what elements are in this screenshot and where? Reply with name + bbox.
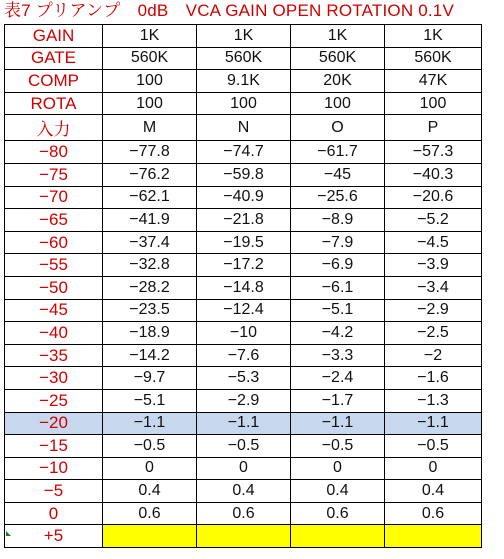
table-title: 表7 プリアンプ 0dB VCA GAIN OPEN ROTATION 0.1V: [4, 1, 454, 20]
data-cell[interactable]: −10: [197, 322, 291, 345]
data-cell[interactable]: −57.3: [385, 141, 482, 164]
data-cell[interactable]: −61.7: [291, 141, 385, 164]
data-cell[interactable]: −21.8: [197, 209, 291, 232]
data-cell[interactable]: 0.4: [103, 480, 197, 503]
data-cell[interactable]: −5.3: [197, 367, 291, 390]
data-cell[interactable]: 0.4: [197, 480, 291, 503]
data-cell[interactable]: −5.1: [291, 299, 385, 322]
data-cell[interactable]: 100: [103, 92, 197, 115]
data-cell[interactable]: P: [385, 115, 482, 141]
row-label-cell[interactable]: −75: [5, 163, 103, 186]
data-cell[interactable]: [385, 525, 482, 548]
row-label-cell[interactable]: −20: [5, 412, 103, 435]
row-label-cell[interactable]: −80: [5, 141, 103, 164]
data-cell[interactable]: 0: [103, 457, 197, 480]
data-cell[interactable]: −1.1: [197, 412, 291, 435]
table-row: [5, 70, 482, 93]
data-cell[interactable]: −1.3: [385, 389, 482, 412]
data-cell[interactable]: −3.3: [291, 344, 385, 367]
data-cell[interactable]: 20K: [291, 70, 385, 93]
data-cell[interactable]: 0: [385, 457, 482, 480]
data-cell[interactable]: −74.7: [197, 141, 291, 164]
data-cell[interactable]: −1.7: [291, 389, 385, 412]
table-row: [5, 231, 482, 254]
table-row: [5, 525, 482, 548]
table-row: [5, 412, 482, 435]
data-cell[interactable]: 560K: [197, 47, 291, 70]
data-cell[interactable]: −77.8: [103, 141, 197, 164]
data-cell[interactable]: −2.9: [197, 389, 291, 412]
data-cell[interactable]: −1.1: [385, 412, 482, 435]
data-cell[interactable]: −25.6: [291, 186, 385, 209]
data-cell[interactable]: 100: [197, 92, 291, 115]
row-label-cell[interactable]: −55: [5, 254, 103, 277]
row-label-cell[interactable]: −10: [5, 457, 103, 480]
data-cell[interactable]: O: [291, 115, 385, 141]
table-row: [5, 344, 482, 367]
data-cell[interactable]: −14.8: [197, 276, 291, 299]
row-label-cell[interactable]: −70: [5, 186, 103, 209]
data-cell[interactable]: −17.2: [197, 254, 291, 277]
data-cell[interactable]: −41.9: [103, 209, 197, 232]
table-row: [5, 25, 482, 48]
row-label-cell[interactable]: COMP: [5, 70, 103, 93]
table-row: [5, 435, 482, 458]
row-label-cell[interactable]: −35: [5, 344, 103, 367]
data-cell[interactable]: −76.2: [103, 163, 197, 186]
data-cell[interactable]: −2.4: [291, 367, 385, 390]
data-cell[interactable]: 560K: [103, 47, 197, 70]
row-label-cell[interactable]: GATE: [5, 47, 103, 70]
table-row: [5, 502, 482, 525]
data-cell[interactable]: 1K: [291, 25, 385, 48]
row-label-cell[interactable]: +5: [5, 525, 103, 548]
data-cell[interactable]: −0.5: [385, 435, 482, 458]
data-cell[interactable]: 1K: [197, 25, 291, 48]
data-cell[interactable]: −59.8: [197, 163, 291, 186]
table-row: [5, 367, 482, 390]
table-row: [5, 457, 482, 480]
data-cell[interactable]: −6.9: [291, 254, 385, 277]
data-cell[interactable]: 0: [291, 457, 385, 480]
data-cell[interactable]: −2: [385, 344, 482, 367]
data-cell[interactable]: −7.9: [291, 231, 385, 254]
data-cell[interactable]: −32.8: [103, 254, 197, 277]
data-cell[interactable]: −18.9: [103, 322, 197, 345]
table-row: [5, 115, 482, 141]
data-table: [4, 24, 482, 548]
data-cell[interactable]: −37.4: [103, 231, 197, 254]
data-cell[interactable]: 0.6: [197, 502, 291, 525]
data-cell[interactable]: −28.2: [103, 276, 197, 299]
table-row: [5, 299, 482, 322]
data-cell[interactable]: −40.9: [197, 186, 291, 209]
data-cell[interactable]: 100: [291, 92, 385, 115]
data-cell[interactable]: −23.5: [103, 299, 197, 322]
cell-error-indicator-icon: [6, 531, 11, 536]
data-cell[interactable]: 1K: [385, 25, 482, 48]
data-cell[interactable]: [197, 525, 291, 548]
row-label-cell[interactable]: −50: [5, 276, 103, 299]
data-cell[interactable]: 9.1K: [197, 70, 291, 93]
data-cell[interactable]: −7.6: [197, 344, 291, 367]
table-row: [5, 389, 482, 412]
table-row: [5, 276, 482, 299]
data-cell[interactable]: 0.4: [385, 480, 482, 503]
row-label-cell[interactable]: −30: [5, 367, 103, 390]
data-cell[interactable]: −3.9: [385, 254, 482, 277]
data-cell[interactable]: 1K: [103, 25, 197, 48]
row-label-cell[interactable]: −15: [5, 435, 103, 458]
table-row: [5, 92, 482, 115]
row-label-cell[interactable]: −25: [5, 389, 103, 412]
data-cell[interactable]: 0.6: [291, 502, 385, 525]
table-row: [5, 186, 482, 209]
data-cell[interactable]: −2.9: [385, 299, 482, 322]
data-cell[interactable]: −4.5: [385, 231, 482, 254]
data-cell[interactable]: −62.1: [103, 186, 197, 209]
row-label-cell[interactable]: GAIN: [5, 25, 103, 48]
table-row: [5, 209, 482, 232]
row-label-cell[interactable]: −60: [5, 231, 103, 254]
data-cell[interactable]: −1.1: [103, 412, 197, 435]
data-cell[interactable]: −0.5: [291, 435, 385, 458]
row-label-cell[interactable]: −45: [5, 299, 103, 322]
data-cell[interactable]: −4.2: [291, 322, 385, 345]
data-cell[interactable]: 560K: [385, 47, 482, 70]
row-label-cell[interactable]: −40: [5, 322, 103, 345]
data-cell[interactable]: 0: [197, 457, 291, 480]
data-cell[interactable]: −19.5: [197, 231, 291, 254]
data-cell[interactable]: −1.6: [385, 367, 482, 390]
data-cell[interactable]: [103, 525, 197, 548]
data-cell[interactable]: 0.4: [291, 480, 385, 503]
data-cell[interactable]: [291, 525, 385, 548]
row-label-cell[interactable]: −65: [5, 209, 103, 232]
data-cell[interactable]: −0.5: [103, 435, 197, 458]
data-cell[interactable]: 100: [385, 92, 482, 115]
table-row: [5, 254, 482, 277]
table-row: [5, 322, 482, 345]
data-cell[interactable]: 560K: [291, 47, 385, 70]
row-label-cell[interactable]: 0: [5, 502, 103, 525]
data-cell[interactable]: −45: [291, 163, 385, 186]
data-cell[interactable]: 0.6: [103, 502, 197, 525]
data-cell[interactable]: M: [103, 115, 197, 141]
data-cell[interactable]: −5.2: [385, 209, 482, 232]
table-row: [5, 47, 482, 70]
data-cell[interactable]: −6.1: [291, 276, 385, 299]
data-cell[interactable]: 100: [103, 70, 197, 93]
table-row: [5, 163, 482, 186]
table-body: [5, 25, 482, 548]
data-cell[interactable]: −2.5: [385, 322, 482, 345]
data-cell[interactable]: −14.2: [103, 344, 197, 367]
row-label-cell[interactable]: ROTA: [5, 92, 103, 115]
data-cell[interactable]: −12.4: [197, 299, 291, 322]
data-cell[interactable]: −1.1: [291, 412, 385, 435]
data-cell[interactable]: 0.6: [385, 502, 482, 525]
table-row: [5, 480, 482, 503]
data-cell[interactable]: −0.5: [197, 435, 291, 458]
row-label-cell[interactable]: −5: [5, 480, 103, 503]
table-row: [5, 141, 482, 164]
data-cell[interactable]: −5.1: [103, 389, 197, 412]
data-cell[interactable]: −20.6: [385, 186, 482, 209]
data-cell[interactable]: N: [197, 115, 291, 141]
data-cell[interactable]: −8.9: [291, 209, 385, 232]
data-cell[interactable]: 47K: [385, 70, 482, 93]
data-cell[interactable]: −3.4: [385, 276, 482, 299]
data-cell[interactable]: −40.3: [385, 163, 482, 186]
row-label-cell[interactable]: 入力: [5, 115, 103, 141]
data-cell[interactable]: −9.7: [103, 367, 197, 390]
